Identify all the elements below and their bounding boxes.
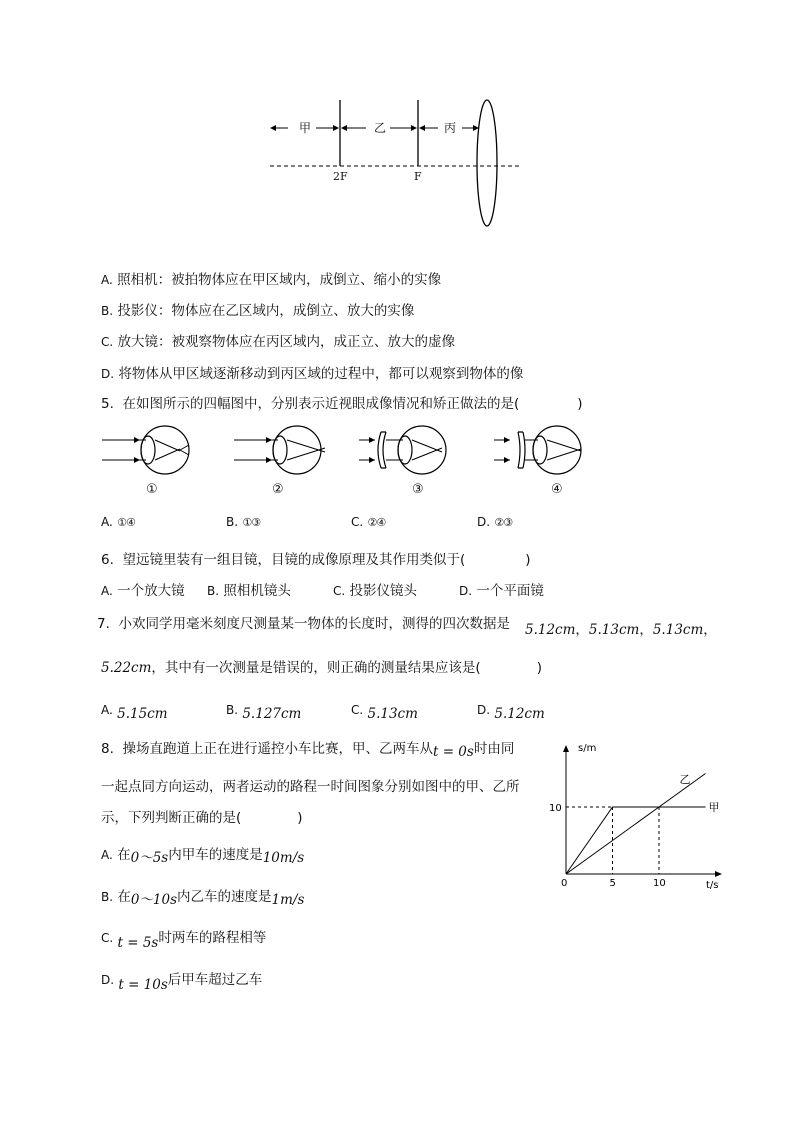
question-text: 望远镜里装有一组目镜，目镜的成像原理及其作用类似于(: [122, 552, 466, 568]
option-math-1: t = 10s: [118, 977, 168, 993]
option-text: 投影仪：物体应在乙区域内，成倒立、放大的实像: [117, 303, 415, 319]
q8-stem-line3: [101, 808, 303, 828]
region-label-bing: 丙: [444, 121, 457, 135]
question-number: 8.: [101, 741, 114, 757]
question-text: 小欢同学用毫米刻度尺测量某一物体的长度时，测得的四次数据是: [118, 616, 510, 632]
eye-figure-1: [100, 424, 200, 484]
figure-label-2: ②: [272, 482, 284, 497]
q7-option-b: [226, 700, 301, 724]
question-text: 一起点同方向运动，两者运动的路程一时间图象分别如图中的甲、乙所: [101, 779, 520, 795]
y-axis-label: s/m: [578, 743, 597, 754]
q5-option-d: [477, 512, 512, 533]
option-math-2: 1m/s: [271, 892, 305, 908]
option-letter: D.: [477, 515, 491, 529]
option-letter: A.: [101, 273, 113, 287]
eye-figure-3: [357, 424, 457, 484]
option-mid: 内乙车的速度是: [177, 889, 272, 905]
option-letter: A.: [101, 703, 113, 717]
question-text: 时由同: [473, 741, 515, 757]
option-text: ②③: [494, 516, 513, 529]
q6-option-d: [459, 581, 544, 601]
option-letter: A.: [101, 584, 113, 598]
option-text: 放大镜：被观察物体应在丙区域内，成正立、放大的虚像: [117, 334, 455, 350]
eye-figure-2: [232, 424, 332, 484]
option-letter: D.: [101, 367, 115, 381]
distance-time-chart: [540, 735, 740, 895]
option-text: 照相机：被拍物体应在甲区域内，成倒立、缩小的实像: [117, 272, 442, 288]
region-label-yi: 乙: [374, 121, 387, 135]
measurement-3: 5.13cm: [652, 622, 704, 638]
option-text: 5.13cm: [367, 706, 418, 722]
answer-bracket-close: ): [525, 552, 531, 568]
option-text: 照相机镜头: [223, 583, 291, 599]
option-text: ①④: [117, 516, 135, 529]
question-text: ，其中有一次测量是错误的，则正确的测量结果应该是(: [151, 660, 481, 676]
option-mid: 后甲车超过乙车: [167, 972, 263, 988]
option-letter: D.: [459, 584, 473, 598]
q7-stem-line2: [101, 658, 542, 678]
separator: ，: [575, 622, 589, 638]
convex-lens: [477, 100, 497, 226]
q5-option-c: [351, 512, 385, 533]
answer-bracket-close: ): [297, 810, 303, 826]
q6-stem: [101, 550, 531, 570]
question-text: 示，下列判断正确的是(: [101, 810, 242, 826]
option-letter: D.: [101, 973, 115, 987]
option-letter: B.: [101, 890, 114, 904]
question-number: 5.: [101, 396, 114, 412]
q4-option-a: [101, 270, 441, 290]
option-mid: 内甲车的速度是: [168, 847, 263, 863]
q8-option-d: [101, 970, 262, 995]
option-letter: A.: [101, 515, 113, 529]
option-text: 一个放大镜: [117, 583, 185, 599]
series-label-jia: 甲: [708, 801, 720, 814]
q8-stem-line1: [101, 739, 514, 762]
measurement-2: 5.13cm: [588, 622, 640, 638]
figure-label-3: ③: [412, 482, 424, 497]
x-tick-label: 0: [561, 878, 568, 889]
option-mid: 时两车的路程相等: [158, 930, 267, 946]
eye-figure-4: [492, 424, 592, 484]
point-label-f: F: [414, 170, 422, 183]
option-letter: D.: [477, 703, 491, 717]
option-text: 5.12cm: [494, 706, 545, 722]
q7-option-a: [101, 700, 168, 724]
option-text: ①③: [242, 516, 261, 529]
option-letter: C.: [351, 703, 364, 717]
series-line-yi: [566, 774, 706, 875]
option-math-1: 0～10s: [130, 892, 178, 908]
q7-option-c: [351, 700, 418, 724]
option-pre: 在: [117, 889, 131, 905]
q8-option-a: [101, 845, 304, 868]
separator: ，: [703, 622, 717, 638]
option-text: 5.127cm: [242, 706, 302, 722]
option-letter: C.: [351, 515, 364, 529]
option-math-1: t = 5s: [117, 935, 159, 951]
figure-label-4: ④: [551, 482, 563, 497]
time-zero: t = 0s: [432, 744, 474, 760]
option-text: ②④: [367, 516, 386, 529]
option-text: 投影仪镜头: [349, 583, 417, 599]
option-pre: 在: [117, 847, 131, 863]
q4-option-b: [101, 301, 414, 321]
option-text: 5.15cm: [117, 706, 168, 722]
question-number: 6.: [101, 552, 114, 568]
q7-option-d: [477, 700, 545, 724]
q8-option-c: [101, 928, 266, 953]
option-letter: B.: [226, 515, 239, 529]
point-label-2f: 2F: [333, 170, 348, 183]
option-letter: A.: [101, 848, 113, 862]
q8-option-b: [101, 887, 304, 910]
question-text: 操场直跑道上正在进行遥控小车比赛，甲、乙两车从: [122, 741, 433, 757]
q7-data-values: [525, 618, 717, 638]
option-letter: C.: [333, 584, 346, 598]
figure-label-1: ①: [146, 482, 158, 497]
option-letter: B.: [207, 584, 220, 598]
q8-stem-line2: [101, 777, 520, 797]
option-letter: C.: [101, 931, 114, 945]
option-math-2: 10m/s: [262, 850, 305, 866]
answer-bracket-close: ): [536, 660, 542, 676]
q4-option-d: [101, 364, 523, 384]
q6-option-b: [207, 581, 291, 601]
q4-option-c: [101, 332, 455, 352]
y-axis-arrow: [563, 745, 569, 752]
option-letter: B.: [101, 304, 114, 318]
q6-option-a: [101, 581, 185, 601]
x-axis-label: t/s: [706, 880, 719, 891]
option-math-1: 0～5s: [130, 850, 169, 866]
region-label-jia: 甲: [299, 121, 312, 135]
x-tick-label: 10: [653, 878, 666, 889]
question-text: 在如图所示的四幅图中，分别表示近视眼成像情况和矫正做法的是(: [122, 396, 520, 412]
option-text: 将物体从甲区域逐渐移动到丙区域的过程中，都可以观察到物体的像: [118, 366, 524, 382]
measurement-4: 5.22cm: [101, 660, 152, 676]
series-line-jia: [566, 807, 706, 874]
question-number: 7.: [97, 616, 110, 632]
option-letter: B.: [226, 703, 239, 717]
q5-option-a: [101, 512, 135, 533]
answer-bracket-close: ): [577, 396, 583, 412]
separator: ，: [639, 622, 653, 638]
q5-stem: [101, 394, 583, 414]
option-text: 一个平面镜: [476, 583, 544, 599]
option-letter: C.: [101, 335, 114, 349]
y-tick-label: 10: [549, 803, 562, 814]
x-axis-arrow: [715, 871, 722, 877]
x-tick-label: 5: [609, 878, 616, 889]
measurement-1: 5.12cm: [525, 622, 576, 638]
q5-option-b: [226, 512, 260, 533]
q6-option-c: [333, 581, 417, 601]
lens-diagram: [260, 95, 540, 235]
q7-stem-line1: [97, 614, 510, 634]
series-label-yi: 乙: [679, 772, 691, 786]
